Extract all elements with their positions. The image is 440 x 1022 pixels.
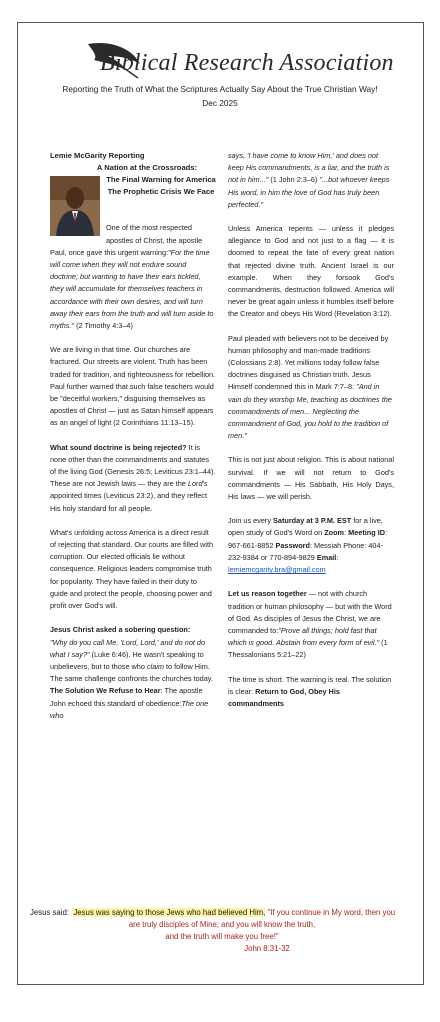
right-column: [228, 150, 394, 722]
footer-quote-2: are truly disciples of Mine; and you will know the truth,: [128, 920, 316, 929]
byline: Lemie McGarity Reporting: [50, 151, 145, 160]
right-paragraph-4: This is not just about religion. This is about national survival. If we will not return to God's commandments — His Sabbath, His Holy Days, His laws — we will perish.: [228, 455, 394, 502]
footer-lead: Jesus was saying to those Jews who had believed Him,: [73, 908, 266, 917]
right-paragraph-2: Unless America repents — unless it pledges allegiance to God and not just to a flag — it is doomed to repeat the fate of every great nation that rejected divine truth. Ancient Israel is our example. When they forsook God's commandments, destruction followed. America will never be great again unless it humbles itself before the Creator and obeys His Word (Revelation 3:12).: [228, 224, 394, 319]
right-paragraph-1: says, 'I have come to know Him,' and does not keep His commandments, is a liar, and the truth is not in him..." (1 John 2:3–6) "...but whoever keeps His word, in him the love of God has truly been perfected.": [228, 151, 390, 209]
org-name: Biblical Research Association: [100, 50, 394, 76]
footer-quote-1: "If you continue in My word, then you: [267, 908, 396, 917]
footer-quote-3: and the truth will make you free!": [165, 932, 279, 941]
issue-date: Dec 2025: [202, 98, 238, 108]
left-paragraph-5: Jesus Christ asked a sobering question: "Why do you call Me, 'Lord, Lord,' and do not do what I say?" (Luke 6:46). He wasn't speaking to unbelievers, but to those who claim to follow Him. The same challenge confronts the churches today. The Solution We Refuse to Hear: The apostle John echoed this standard of obedience:The one who: [50, 625, 213, 720]
right-paragraph-5: Join us every Saturday at 3 P.M. EST for a live, open study of God's Word on Zoom: Meeting ID: 967-661-8852 Password: Messiah Phone: 404-232-9384 or 770-894-9829 Email: lemiemcgarity.bra@gmail.com: [228, 516, 388, 575]
contact-email-link[interactable]: lemiemcgarity.bra@gmail.com: [228, 565, 326, 575]
author-photo: [50, 176, 100, 236]
tagline: Reporting the Truth of What the Scriptures Actually Say About the True Christian Way!: [62, 84, 378, 94]
left-paragraph-1: One of the most respected apostles of Christ, the apostle Paul, once gave this urgent warning:"For the time will come when they will not endure sound doctrine; but wanting to have their ears tickled, they will accumulate for themselves teachers in accordance with their own desires, and will turn away their ears from the truth and will turn aside to myths." (2 Timothy 4:3–4): [50, 223, 214, 331]
right-paragraph-3: Paul pleaded with believers not to be deceived by human philosophy and man-made traditions (Colossians 2:8). Yet millions today follow false doctrines disguised as Christian truth. Jesus Himself condemned this in Mark 7:7–8: "And in vain do they worship Me, teaching as doctrines the commandments of men... Neglecting the commandment of God, you hold to the tradition of men.": [228, 333, 392, 441]
right-paragraph-7: The time is short. The warning is real. The solution is clear: Return to God, Obey His commandments: [228, 674, 392, 708]
right-paragraph-6: Let us reason together — not with church tradition or human philosophy — but with the Word of God. As disciples of Jesus the Christ, we are commanded to:"Prove all things; hold fast that which is good. Abstain from every form of evil." (1 Thessalonians 5:21–22): [228, 589, 392, 660]
footer-prefix: Jesus said:: [30, 908, 70, 917]
left-paragraph-2: We are living in that time. Our churches are fractured. Our streets are violent. Truth has been traded for tradition, and righteousness for rebellion. Paul further warned that such false teachers would be "deceitful workers," disguising themselves as apostles of Christ — just as Satan himself appears as an angel of light (2 Corinthians 11:13–15).: [50, 345, 216, 428]
left-column: [50, 150, 216, 734]
headline-1: A Nation at the Crossroads:: [96, 163, 198, 173]
headline-3: The Prophetic Crisis We Face: [107, 187, 215, 197]
left-paragraph-3: What sound doctrine is being rejected? It is none other than the commandments and statutes of the living God (Genesis 26:5; Leviticus 23:1–44). These are not Jewish laws — they are the Lord's appointed times (Leviticus 23:2), and they reflect His holy standard for all people.: [50, 442, 216, 513]
headline-2: The Final Warning for America: [106, 175, 216, 185]
left-paragraph-4: What's unfolding across America is a direct result of rejecting that standard. Our courts are filled with corruption. Our elected officials lie without consequence. Religious leaders compromise truth for popularity. They have failed in their duty to guide and protect the people, choosing power and profit over God's will.: [50, 527, 214, 611]
footer-reference: John 8:31-32: [244, 944, 290, 953]
footer-verse: [30, 907, 414, 955]
